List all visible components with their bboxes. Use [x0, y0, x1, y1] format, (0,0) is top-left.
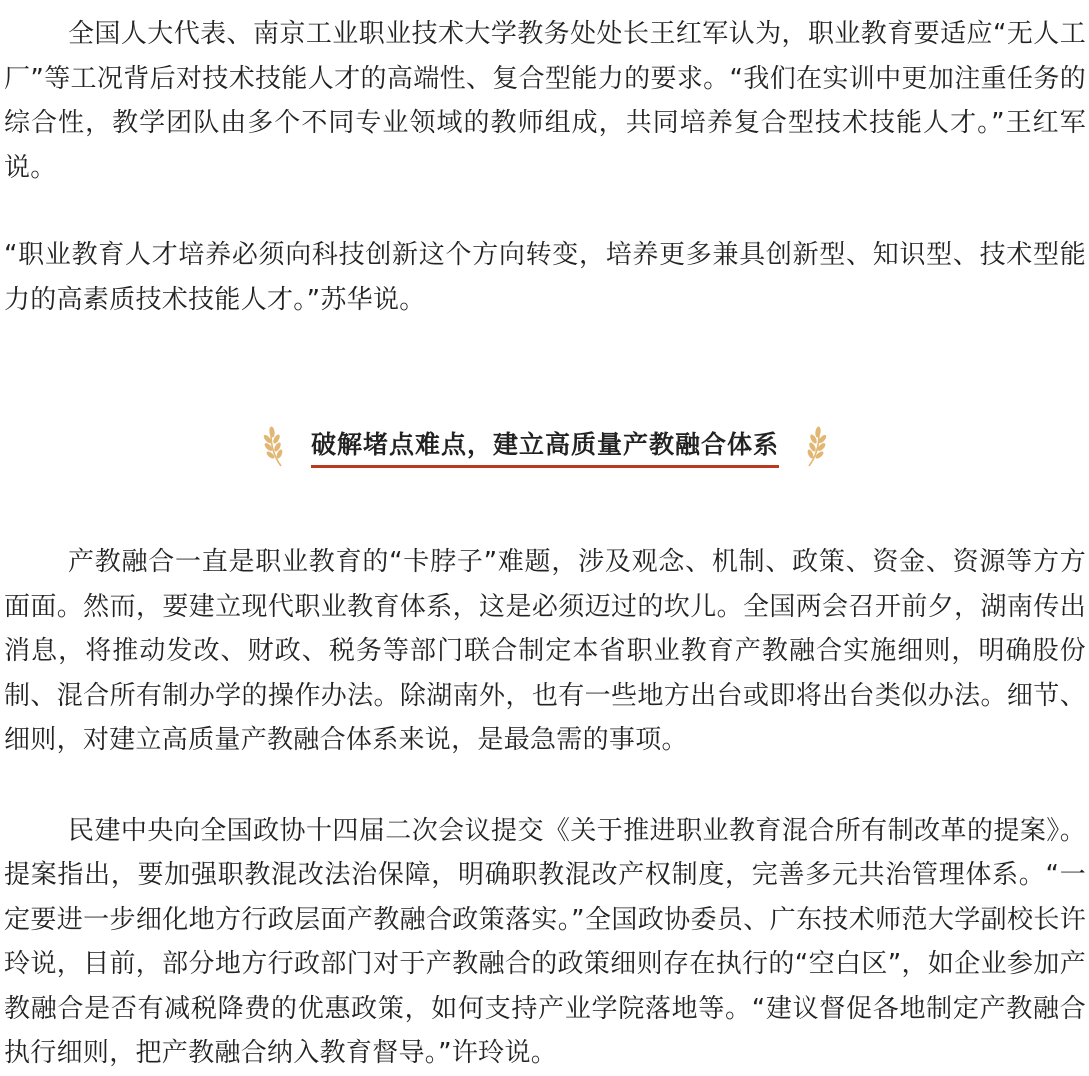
section-heading-underline — [311, 465, 779, 468]
section-spacer — [4, 322, 1086, 420]
paragraph-spacer — [4, 763, 1086, 809]
paragraph-wang-hongjun: 全国人大代表、南京工业职业技术大学教务处处长王红军认为，职业教育要适应“无人工厂”等工况背后对技术技能人才的高端性、复合型能力的要求。“我们在实训中更加注重任务的综合性，教学团队由多个不同专业领域的教师组成，共同培养复合型技术技能人才。”王红军说。 — [4, 19, 1086, 183]
article-body — [4, 12, 1086, 1076]
wheat-ear-icon — [801, 424, 829, 468]
paragraph-su-hua: “职业教育人才培养必须向科技创新这个方向转变，培养更多兼具创新型、知识型、技术型能力的高素质技术技能人才。”苏华说。 — [4, 240, 1086, 315]
section-heading — [4, 420, 1086, 472]
section-heading-title-wrap — [311, 425, 779, 468]
wheat-ear-icon — [261, 424, 289, 468]
paragraph-proposal: 民建中央向全国政协十四届二次会议提交《关于推进职业教育混合所有制改革的提案》。提案指出，要加强职教混改法治保障，明确职教混改产权制度，完善多元共治管理体系。“一定要进一步细化地方行政层面产教融合政策落实。”全国政协委员、广东技术师范大学副校长许玲说，目前，部分地方行政部门对于产教融合的政策细则存在执行的“空白区”，如企业参加产教融合是否有减税降费的优惠政策，如何支持产业学院落地等。“建议督促各地制定产教融合执行细则，把产教融合纳入教育督导。”许玲说。 — [4, 815, 1086, 1068]
section-heading-title: 破解堵点难点，建立高质量产教融合体系 — [310, 429, 779, 459]
paragraph-integration-rules: 产教融合一直是职业教育的“卡脖子”难题，涉及观念、机制、政策、资金、资源等方方面面。然而，要建立现代职业教育体系，这是必须迈过的坎儿。全国两会召开前夕，湖南传出消息，将推动发改、财政、税务等部门联合制定本省职业教育产教融合实施细则，明确股份制、混合所有制办学的操作办法。除湖南外，也有一些地方出台或即将出台类似办法。细节、细则，对建立高质量产教融合体系来说，是最急需的事项。 — [4, 547, 1086, 755]
section-spacer — [4, 472, 1086, 540]
paragraph-spacer — [4, 190, 1086, 233]
